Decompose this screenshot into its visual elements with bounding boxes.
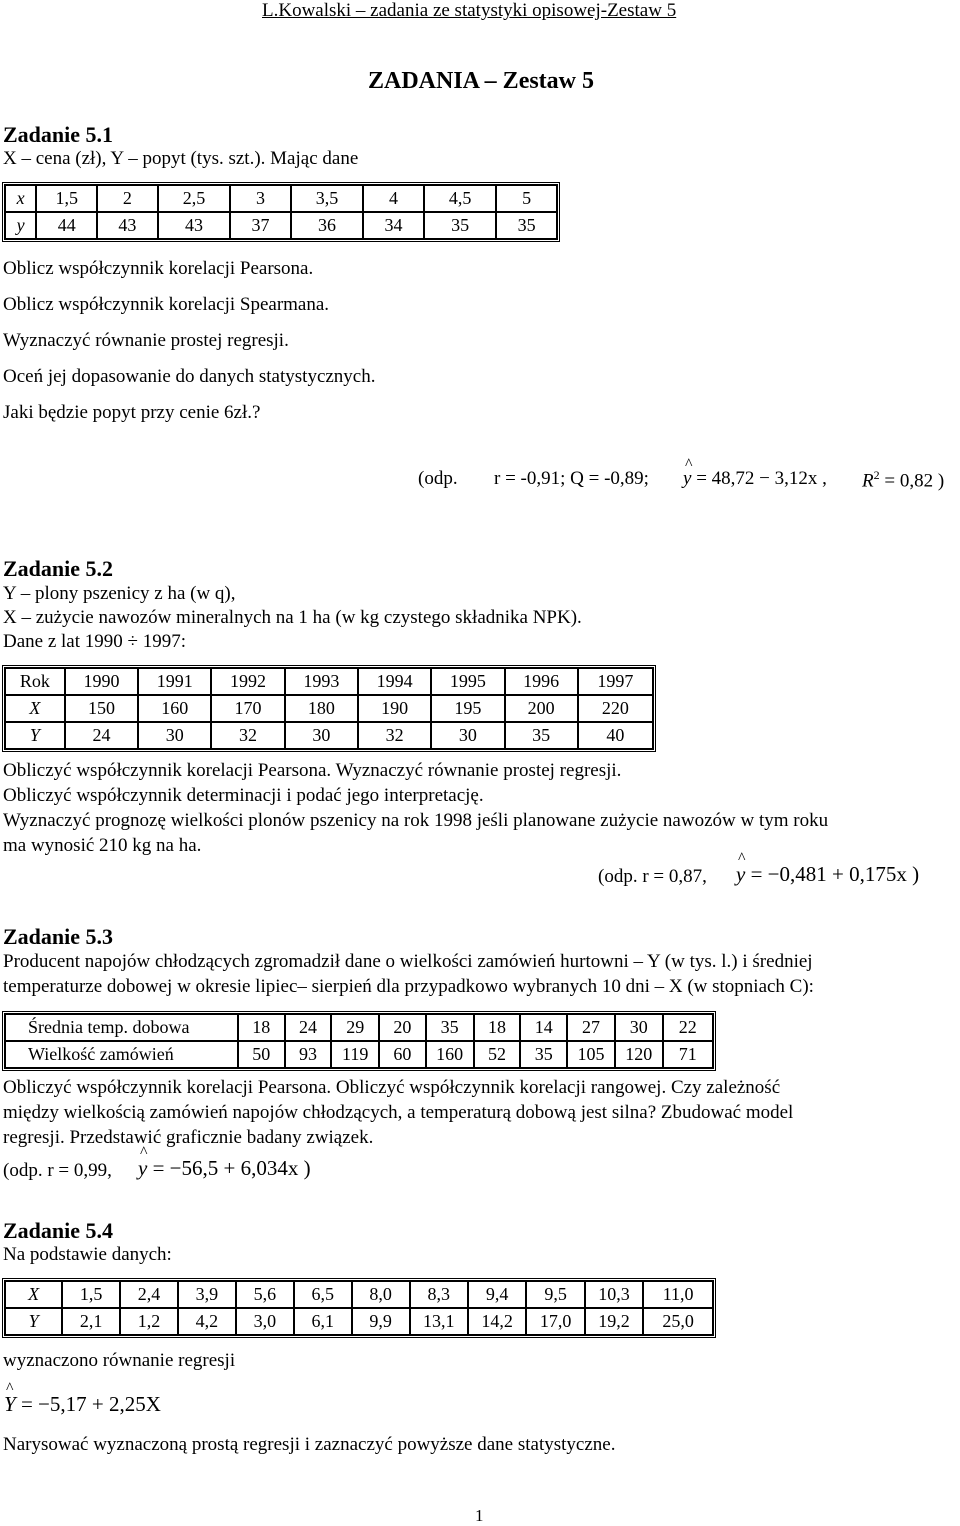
page-header: L.Kowalski – zadania ze statystyki opisowej-Zestaw 5 [262,0,677,21]
z1-table [2,182,560,242]
z1-intro: X – cena (zł), Y – popyt (tys. szt.). Mając dane [3,148,359,169]
z1-task-2: Oblicz współczynnik korelacji Spearmana. [3,294,330,315]
z1-answer-r2-value: = 0,82 ) [884,470,945,492]
z3-heading: Zadanie 5.3 [3,924,114,949]
table-cell: 170 [211,695,284,722]
z2-heading: Zadanie 5.2 [3,556,114,581]
table-cell: 1,5 [62,1281,120,1308]
table-cell: 200 [505,695,578,722]
row-label-cell: X [5,1281,62,1308]
z1-answer-r2: $R^2 = 0,82$ ) [862,468,945,492]
table-cell: 6,1 [294,1308,352,1335]
z1-task-3: Wyznaczyć równanie prostej regresji. [3,330,289,351]
z2-answer-r: (odp. r = 0,87, [598,866,707,887]
z4-line-3: Narysować wyznaczoną prostą regresji i zaznaczyć powyższe dane statystyczne. [3,1434,616,1455]
table-row [5,695,653,722]
table-cell: 24 [285,1014,332,1041]
z4-table [2,1278,716,1338]
table-cell: 1992 [211,668,284,695]
z2-task-2: Obliczyć współczynnik determinacji i podać jego interpretację. [3,785,484,806]
table-cell: 1991 [138,668,211,695]
table-cell: 9,5 [526,1281,584,1308]
table-cell: 6,5 [294,1281,352,1308]
table-cell: 35 [426,1014,474,1041]
table-cell: 60 [379,1041,426,1068]
table-row [5,1041,713,1068]
table-cell: 13,1 [410,1308,468,1335]
table-cell: 1995 [431,668,504,695]
table-cell: 25,0 [643,1308,713,1335]
z2-line-1: Y – plony pszenicy z ha (w q), [3,583,236,604]
table-cell: 160 [138,695,211,722]
table-cell: 32 [358,722,431,749]
table-cell: 35 [496,212,557,239]
table-cell: 18 [238,1014,285,1041]
page-number: 1 [475,1506,484,1525]
table-cell: 9,9 [352,1308,410,1335]
table-cell: 35 [424,212,496,239]
z2-task-3: Wyznaczyć prognozę wielkości plonów pszenicy na rok 1998 jeśli planowane zużycie nawozów w tym roku [3,810,829,831]
z3-line-2: temperaturze dobowej w okresie lipiec– sierpień dla przypadkowo wybranych 10 dni – X (w stopniach C): [3,976,814,997]
z1-answer-regression: ^ y = 48,72 − 3,12x , [683,456,827,489]
table-cell: 1990 [65,668,138,695]
table-cell: 20 [379,1014,426,1041]
table-cell: 43 [158,212,230,239]
table-cell: 36 [291,212,363,239]
table-cell: 35 [520,1041,567,1068]
table-cell: 2,4 [120,1281,178,1308]
table-cell: 18 [474,1014,521,1041]
z3-task-2: między wielkością zamówień napojów chłodzących, a temperaturą dobową jest silna? Zbudować model [3,1102,794,1123]
z4-heading: Zadanie 5.4 [3,1218,114,1243]
row-label-cell: Rok [5,668,65,695]
table-cell: 3,5 [291,185,363,212]
table-cell: 50 [238,1041,285,1068]
table-cell: 2,1 [62,1308,120,1335]
table-cell: 22 [663,1014,713,1041]
z2-task-1: Obliczyć współczynnik korelacji Pearsona. Wyznaczyć równanie prostej regresji. [3,760,622,781]
z2-line-3: Dane z lat 1990 ÷ 1997: [3,631,186,652]
table-cell: 9,4 [468,1281,526,1308]
table-row [5,185,557,212]
table-cell: 1996 [505,668,578,695]
z1-task-1: Oblicz współczynnik korelacji Pearsona. [3,258,314,279]
table-cell: 1,5 [36,185,97,212]
table-cell: 4 [363,185,424,212]
table-cell: 35 [505,722,578,749]
row-label-cell: X [5,695,65,722]
table-row [5,668,653,695]
table-cell: 2,5 [158,185,230,212]
row-label-cell: y [5,212,36,239]
z2-answer-regression: ^ y = −0,481 + 0,175x ) [736,850,920,886]
table-cell: 8,3 [410,1281,468,1308]
table-cell: 1997 [578,668,653,695]
z4-table-body [5,1281,713,1335]
table-cell: 37 [230,212,291,239]
table-cell: 105 [567,1041,615,1068]
table-cell: 30 [285,722,358,749]
table-cell: 44 [36,212,97,239]
z2-table [2,665,656,752]
z3-table-body [5,1014,713,1068]
table-cell: 11,0 [643,1281,713,1308]
table-cell: 160 [426,1041,474,1068]
z3-answer-r: (odp. r = 0,99, [3,1160,112,1181]
table-row [5,1014,713,1041]
z4-regression: ^ Y = −5,17 + 2,25X [4,1380,161,1416]
z3-line-1: Producent napojów chłodzących zgromadził dane o wielkości zamówień hurtowni – Y (w tys. l.) i średniej [3,951,813,972]
page-title: ZADANIA – Zestaw 5 [368,68,595,94]
table-cell: 1,2 [120,1308,178,1335]
table-row [5,212,557,239]
row-label-cell: Wielkość zamówień [5,1041,238,1068]
z2-task-4: ma wynosić 210 kg na ha. [3,835,202,856]
table-cell: 3,0 [236,1308,294,1335]
table-cell: 190 [358,695,431,722]
z1-task-5: Jaki będzie popyt przy cenie 6zł.? [3,402,261,423]
table-cell: 71 [663,1041,713,1068]
table-cell: 4,5 [424,185,496,212]
table-cell: 17,0 [526,1308,584,1335]
table-cell: 43 [97,212,158,239]
table-cell: 93 [285,1041,332,1068]
table-cell: 40 [578,722,653,749]
z2-line-2: X – zużycie nawozów mineralnych na 1 ha (w kg czystego składnika NPK). [3,607,582,628]
table-cell: 119 [331,1041,379,1068]
table-cell: 30 [615,1014,663,1041]
table-row [5,722,653,749]
table-cell: 29 [331,1014,379,1041]
table-cell: 3,9 [178,1281,236,1308]
z2-table-body [5,668,653,749]
table-cell: 150 [65,695,138,722]
table-cell: 8,0 [352,1281,410,1308]
table-cell: 30 [138,722,211,749]
row-label-cell: Y [5,722,65,749]
table-cell: 1993 [285,668,358,695]
table-cell: 27 [567,1014,615,1041]
table-cell: 3 [230,185,291,212]
z3-answer-regression: ^ y = −56,5 + 6,034x ) [138,1144,311,1180]
table-cell: 4,2 [178,1308,236,1335]
table-cell: 19,2 [585,1308,643,1335]
table-cell: 5,6 [236,1281,294,1308]
z3-answer-regression-eq: = −56,5 + 6,034x ) [152,1156,311,1180]
table-cell: 2 [97,185,158,212]
z1-heading: Zadanie 5.1 [3,122,114,147]
z1-table-body [5,185,557,239]
z4-line-2: wyznaczono równanie regresji [3,1350,236,1371]
z3-task-1: Obliczyć współczynnik korelacji Pearsona. Obliczyć współczynnik korelacji rangowej. Czy zależność [3,1077,781,1098]
table-cell: 14 [520,1014,567,1041]
z1-answer-regression-eq: = 48,72 − 3,12x , [696,468,827,489]
table-row [5,1308,713,1335]
table-cell: 195 [431,695,504,722]
row-label-cell: Średnia temp. dobowa [5,1014,238,1041]
table-cell: 180 [285,695,358,722]
z1-task-4: Oceń jej dopasowanie do danych statystycznych. [3,366,376,387]
row-label-cell: x [5,185,36,212]
z3-table [2,1011,716,1071]
table-row [5,1281,713,1308]
table-cell: 220 [578,695,653,722]
z1-answer-r-q: r = -0,91; Q = -0,89; [494,468,649,489]
z2-answer-regression-eq: = −0,481 + 0,175x ) [750,862,920,886]
row-label-cell: Y [5,1308,62,1335]
table-cell: 1994 [358,668,431,695]
z1-answer-prefix: (odp. [418,468,458,489]
table-cell: 24 [65,722,138,749]
table-cell: 52 [474,1041,521,1068]
table-cell: 34 [363,212,424,239]
table-cell: 32 [211,722,284,749]
table-cell: 5 [496,185,557,212]
z4-regression-eq: = −5,17 + 2,25X [20,1392,161,1416]
z3-task-3: regresji. Przedstawić graficznie badany związek. [3,1127,374,1148]
table-cell: 14,2 [468,1308,526,1335]
table-cell: 120 [615,1041,663,1068]
z4-line-1: Na podstawie danych: [3,1244,172,1265]
table-cell: 30 [431,722,504,749]
table-cell: 10,3 [585,1281,643,1308]
